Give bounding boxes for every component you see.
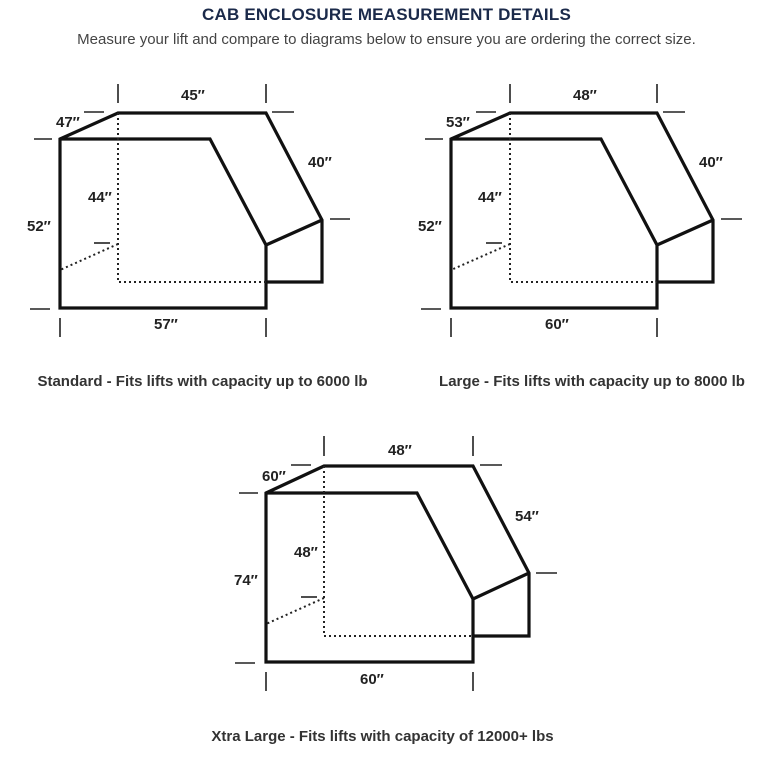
dim-depth-top: 60″: [262, 468, 286, 485]
cab-front-edge: [60, 139, 322, 282]
dim-slope: 40″: [308, 154, 332, 171]
cab-outline: [60, 113, 322, 308]
dim-width-top: 48″: [388, 442, 412, 459]
page-title: CAB ENCLOSURE MEASUREMENT DETAILS: [202, 5, 571, 24]
caption-standard: Standard - Fits lifts with capacity up to 6000 lb: [37, 373, 368, 390]
dim-height-rear: 44″: [88, 189, 112, 206]
dim-height-front: 52″: [27, 218, 51, 235]
caption-large: Large - Fits lifts with capacity up to 8000 lb: [439, 373, 745, 390]
caption-xtra-large: Xtra Large - Fits lifts with capacity of 12000+ lbs: [211, 728, 554, 745]
dim-depth-top: 47″: [56, 114, 80, 131]
dim-slope: 54″: [515, 508, 539, 525]
dim-height-rear: 48″: [294, 544, 318, 561]
dim-width-bottom: 60″: [360, 671, 384, 688]
cab-diagram-standard: [27, 84, 350, 337]
cab-outline: [451, 113, 713, 308]
cab-diagram-xtra-large: [234, 436, 557, 691]
dim-height-front: 74″: [234, 572, 258, 589]
dim-width-top: 48″: [573, 87, 597, 104]
page-subtitle: Measure your lift and compare to diagrams below to ensure you are ordering the correct size.: [77, 31, 696, 48]
dim-width-top: 45″: [181, 87, 205, 104]
cab-front-edge: [266, 493, 529, 636]
dim-height-rear: 44″: [478, 189, 502, 206]
dim-width-bottom: 60″: [545, 316, 569, 333]
cab-front-edge: [451, 139, 713, 282]
dim-height-front: 52″: [418, 218, 442, 235]
dim-depth-top: 53″: [446, 114, 470, 131]
dim-slope: 40″: [699, 154, 723, 171]
dim-width-bottom: 57″: [154, 316, 178, 333]
cab-diagram-large: [418, 84, 742, 337]
cab-outline: [266, 466, 529, 662]
